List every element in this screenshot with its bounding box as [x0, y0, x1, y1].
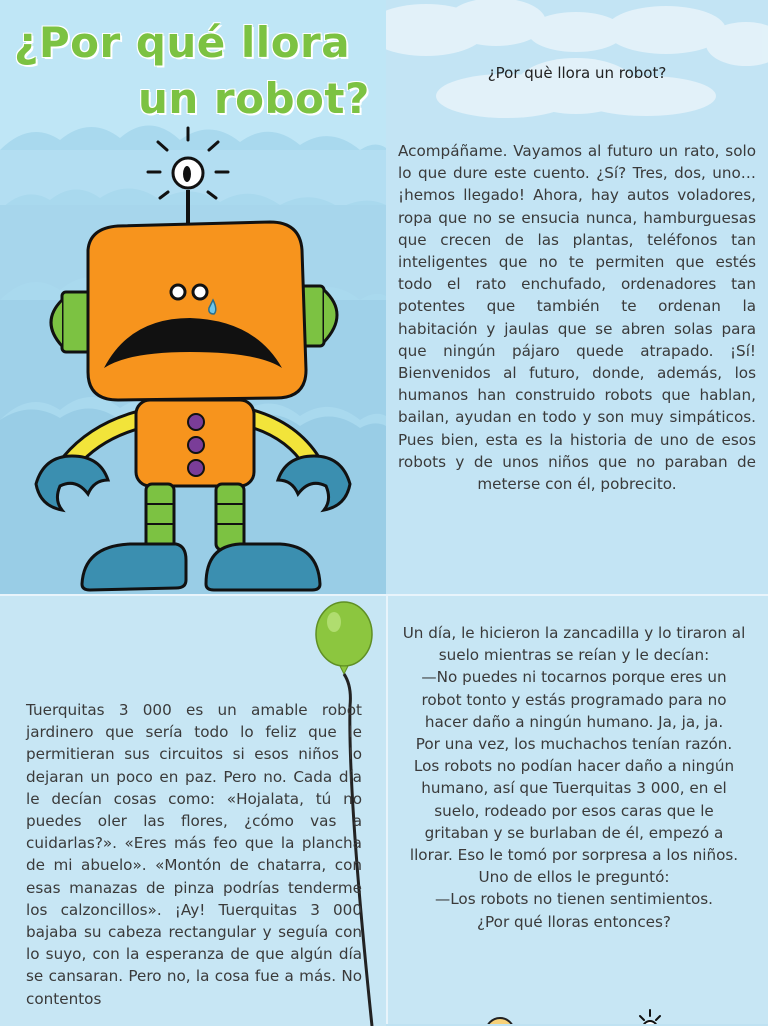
robot-eye-right [193, 285, 207, 299]
story-paragraph-2 [402, 622, 746, 933]
story-line-1: Un día, le hicieron la zancadilla y lo tiraron al suelo mientras se reían y le decían: [402, 624, 746, 665]
robot-foot-left [82, 544, 186, 590]
story-line-3: Por una vez, los muchachos tenían razón. Los robots no podían hacer daño a ningún humano, así que Tuerquitas 3 000, en el suelo, rodeado por esos caras que le gritaban y se burlaban de él, empezó a llorar. Eso le tomó por sorpresa a los niños. [409, 735, 739, 865]
intro-paragraph: Acompáñame. Vayamos al futuro un rato, solo lo que dure este cuento. ¿Sí? Tres, dos, uno… ¡hemos llegado! Ahora, hay autos voladores, ropa que no se ensucia nunca, hamburguesas que crecen de las plantas, teléfonos tan inteligentes que no te permiten que estés todo el rato enchufado, ordenadores tan potentes que también te ordenan la habitación y jaulas que se abren solas para que ningún pájaro quede atrapado. ¡Sí! Bienvenidos al futuro, donde, además, los humanos han construido robots que hablan, bailan, ayudan en todo y son muy simpáticos. Pues bien, esta es la historia de uno de esos robots y de unos niños que no paraban de meterse con él, pobrecito. [398, 142, 756, 494]
story-line-5: —Los robots no tienen sentimientos. [435, 890, 713, 909]
robot-foot-right [206, 544, 320, 590]
next-page-peek-decoration [388, 992, 768, 1024]
robot-claw-left [36, 456, 108, 510]
robot-button-1 [188, 414, 204, 430]
story-panel-left [0, 594, 386, 1026]
robot-button-3 [188, 460, 204, 476]
cover-title-line1: ¿Por qué llora [14, 18, 351, 67]
robot-claw-right [278, 456, 350, 510]
story-panel-right [386, 594, 768, 1024]
page-heading: ¿Por què llora un robot? [487, 64, 667, 82]
story-line-2: —No puedes ni tocarnos porque eres un robot tonto y estás programado para no hacer daño a ningún humano. Ja, ja, ja. [421, 668, 727, 731]
robot-leg-left [146, 484, 174, 550]
robot-ear-left [51, 292, 92, 352]
robot-eye-left [171, 285, 185, 299]
story-line-4: Uno de ellos le preguntó: [478, 868, 670, 887]
crying-robot-illustration [0, 0, 386, 594]
robot-head [88, 222, 306, 400]
cover-panel [0, 0, 386, 594]
cover-title-line2: un robot? [138, 74, 370, 123]
story-line-6: ¿Por qué lloras entonces? [476, 912, 671, 931]
intro-panel [386, 0, 768, 594]
story-paragraph-1: Tuerquitas 3 000 es un amable robot jardinero que sería todo lo feliz que le permitieran sus circuitos si esos niños lo dejaran un poco en paz. Pero no. Cada día le decían cosas como: «Hojalata, tú no puedes oler las flores, ¿cómo vas a cuidarlas?». «Eres más feo que la plancha de mi abuelo». «Montón de chatarra, con esas manazas de pinza podrías tenderme los calzoncillos». ¡Ay! Tuerquitas 3 000 bajaba su cabeza rectangular y seguía con lo suyo, con la esperanza de que algún día se cansaran. Pero no, la cosa fue a más. No contentos [26, 701, 362, 1008]
robot-leg-right [216, 484, 244, 550]
robot-button-2 [188, 437, 204, 453]
green-balloon [316, 602, 372, 666]
